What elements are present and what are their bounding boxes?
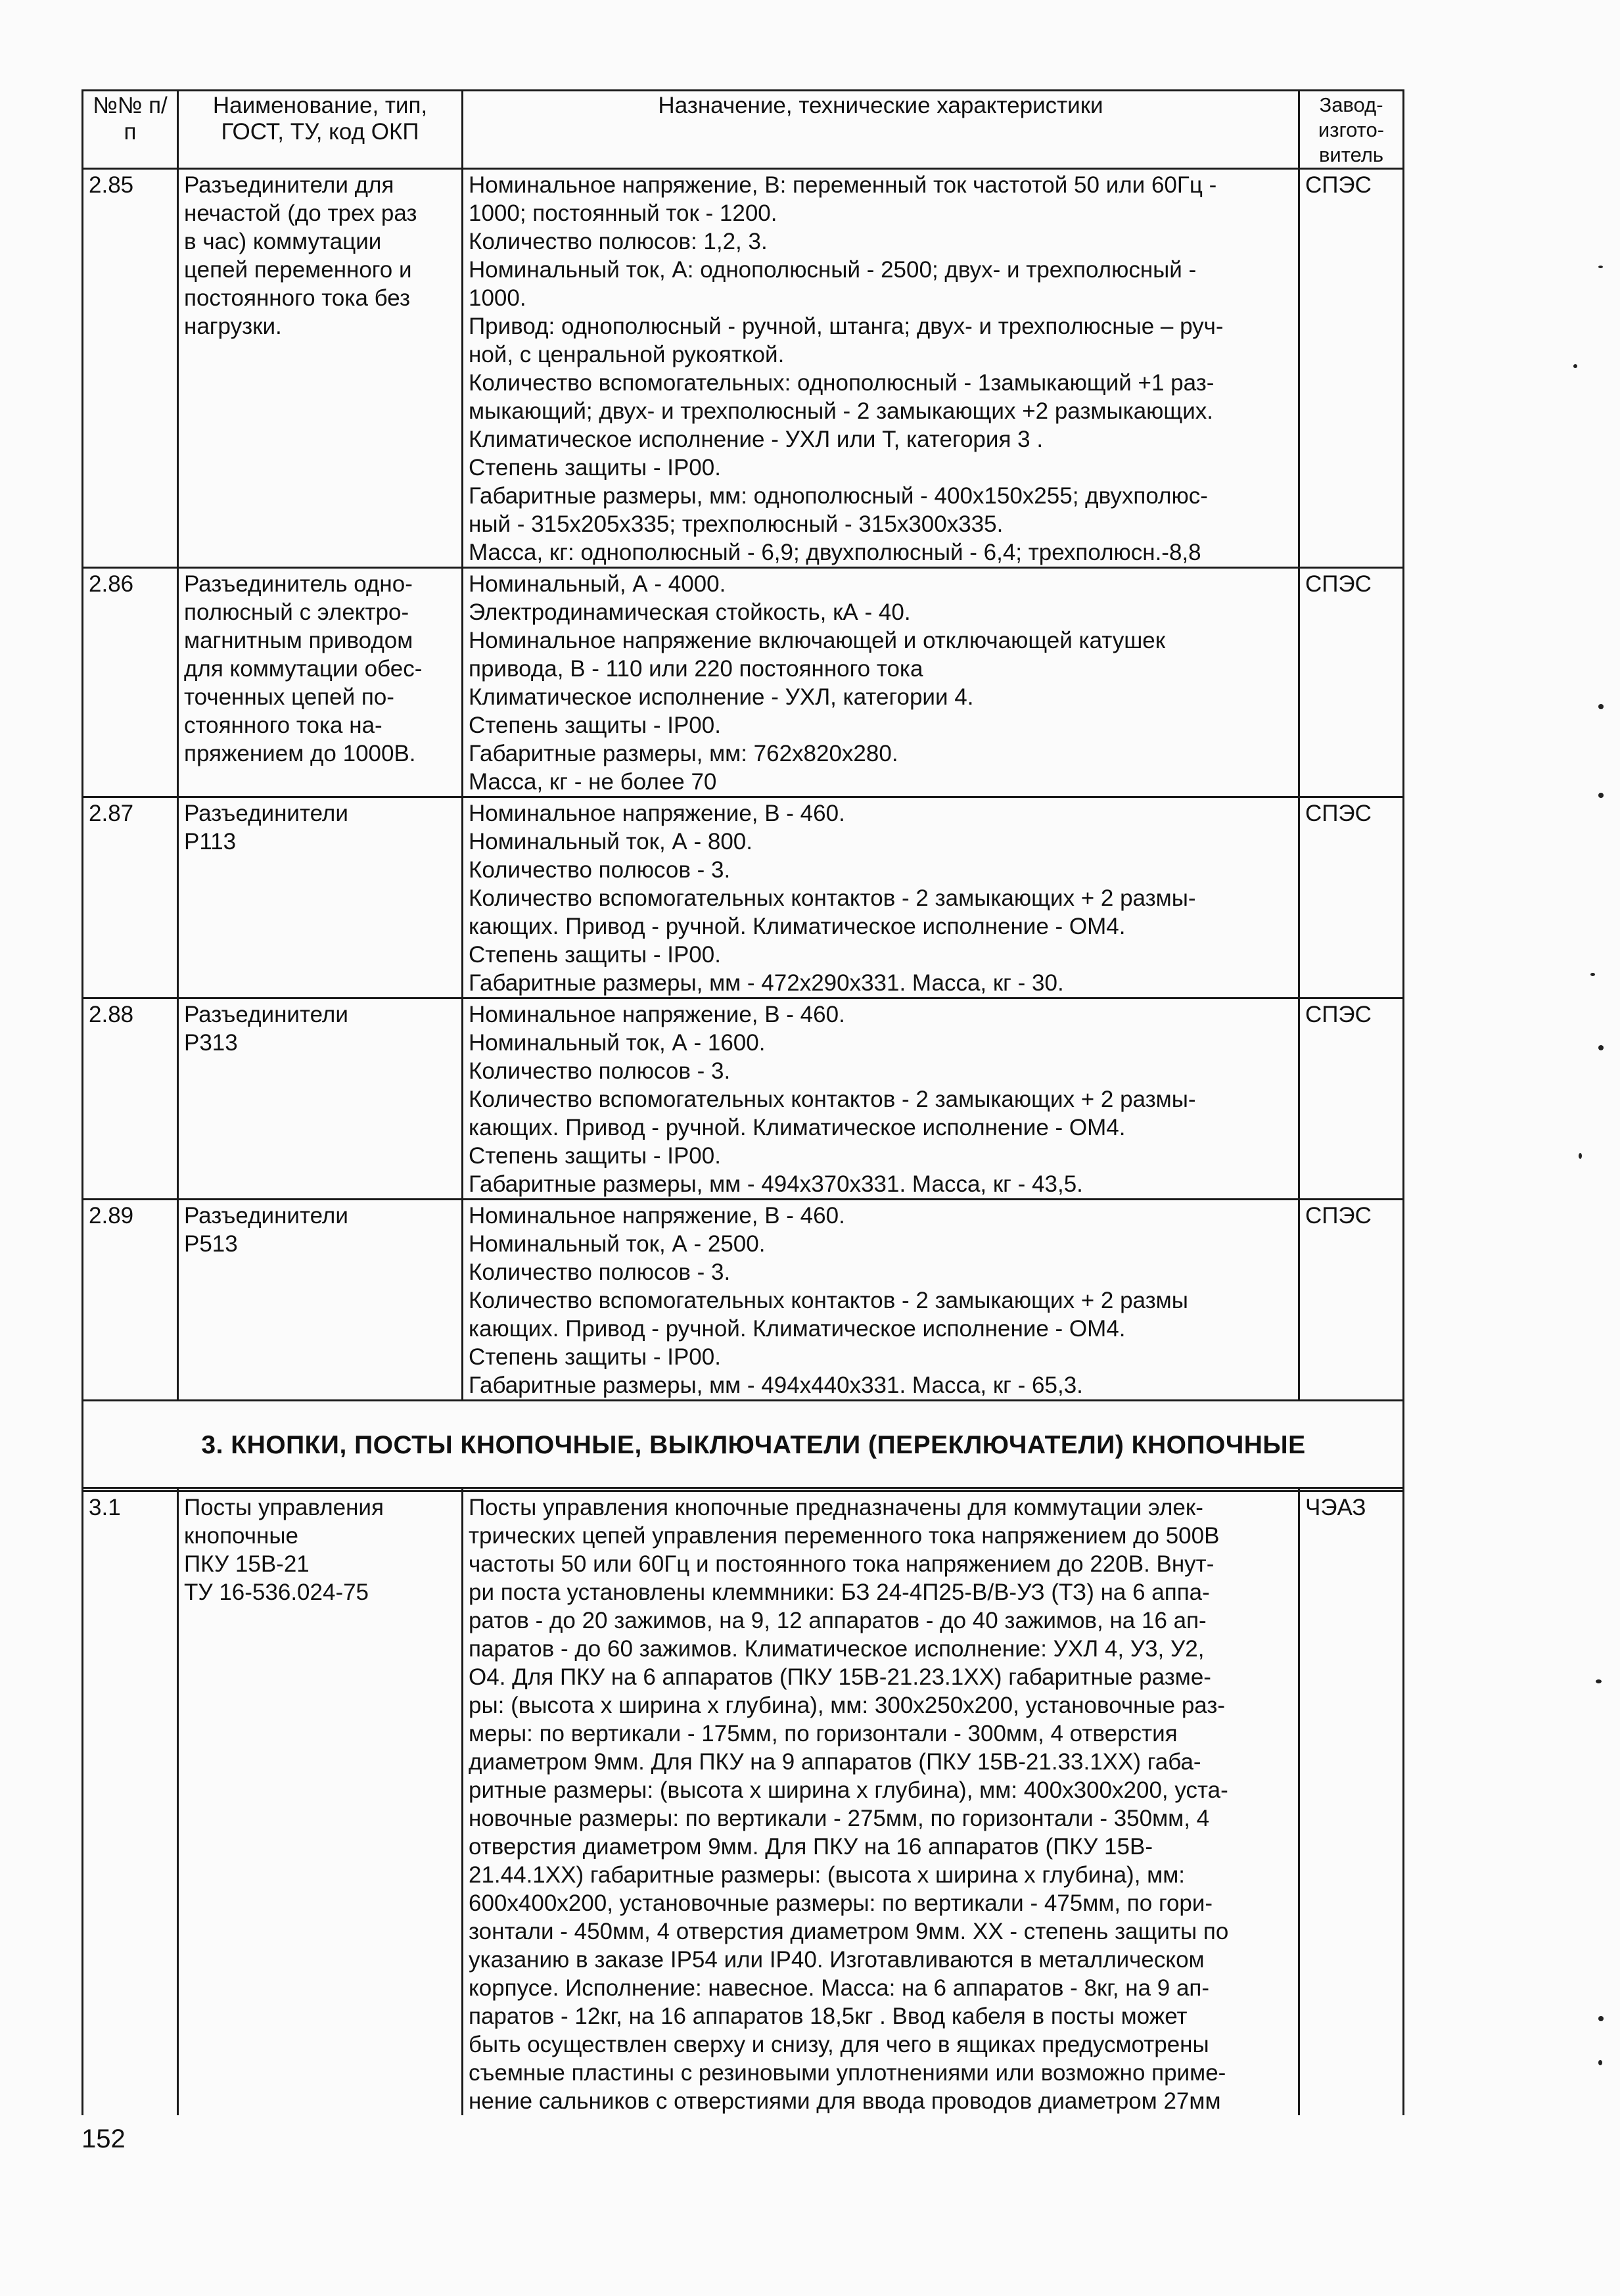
text-line: привода, В - 110 или 220 постоянного тока	[469, 656, 923, 682]
text-line: Разъединитель одно-	[184, 571, 413, 597]
scan-speck	[1598, 2060, 1602, 2065]
text-line: диаметром 9мм. Для ПКУ на 9 аппаратов (ПКУ 15В-21.33.1ХХ) габа-	[469, 1749, 1201, 1775]
row-spec	[463, 568, 1299, 797]
text-line: Масса, кг - не более 70	[469, 769, 717, 795]
header-purpose: Назначение, технические характеристики	[463, 91, 1299, 169]
row-number: 2.87	[83, 797, 178, 998]
text-line: Степень защиты - IP00.	[469, 942, 721, 968]
text-line: паратов - 12кг, на 16 аппаратов 18,5кг . Ввод кабеля в посты может	[469, 2003, 1188, 2029]
row-maker: СПЭС	[1299, 998, 1404, 1200]
text-line: Номинальное напряжение, В: переменный ток частотой 50 или 60Гц -	[469, 172, 1217, 198]
text-line: кающих. Привод - ручной. Климатическое исполнение - ОМ4.	[469, 914, 1126, 939]
text-line: пряжением до 1000В.	[184, 741, 416, 766]
text-line: нечастой (до трех раз	[184, 200, 417, 226]
text-line: Привод: однополюсный - ручной, штанга; двух- и трехполюсные – руч-	[469, 314, 1224, 339]
text-line: Степень защиты - IP00.	[469, 713, 721, 738]
text-line: ры: (высота х ширина х глубина), мм: 300х250х200, установочные раз-	[469, 1693, 1226, 1718]
text-line: Климатическое исполнение - УХЛ, категории 4.	[469, 684, 974, 710]
text-line: Количество полюсов: 1,2, 3.	[469, 229, 768, 254]
section-title: 3. КНОПКИ, ПОСТЫ КНОПОЧНЫЕ, ВЫКЛЮЧАТЕЛИ (ПЕРЕКЛЮЧАТЕЛИ) КНОПОЧНЫЕ	[83, 1401, 1404, 1488]
text-line: нение сальников с отверстиями для ввода проводов диаметром 27мм	[469, 2088, 1221, 2114]
scan-speck	[1573, 364, 1577, 368]
text-line: полюсный с электро-	[184, 599, 409, 625]
row-name	[178, 797, 463, 998]
text-line: для коммутации обес-	[184, 656, 423, 682]
text-line: Номинальный, А - 4000.	[469, 571, 726, 597]
text-line: Габаритные размеры, мм - 494х440х331. Масса, кг - 65,3.	[469, 1372, 1083, 1398]
text-line: кающих. Привод - ручной. Климатическое исполнение - ОМ4.	[469, 1316, 1126, 1342]
text-line: ратов - до 20 зажимов, на 9, 12 аппаратов - до 40 зажимов, на 16 ап-	[469, 1608, 1207, 1633]
page-number: 152	[81, 2124, 126, 2153]
text-line: цепей переменного и	[184, 257, 412, 283]
text-line: Номинальный ток, А: однополюсный - 2500; двух- и трехполюсный -	[469, 257, 1197, 283]
text-line: Посты управления кнопочные предназначены для коммутации элек-	[469, 1495, 1203, 1520]
row-number: 2.86	[83, 568, 178, 797]
text-line: отверстия диаметром 9мм. Для ПКУ на 16 аппаратов (ПКУ 15В-	[469, 1834, 1153, 1860]
text-line: Номинальный ток, А - 1600.	[469, 1030, 766, 1056]
text-line: Количество вспомогательных контактов - 2 замыкающих + 2 размы-	[469, 885, 1196, 911]
scan-speck	[1598, 793, 1604, 798]
text-line: Р513	[184, 1231, 238, 1257]
table-body	[83, 169, 1404, 1401]
text-line: частоты 50 или 60Гц и постоянного тока напряжением до 220В. Внут-	[469, 1551, 1215, 1577]
text-line: мыкающий; двух- и трехполюсный - 2 замыкающих +2 размыкающих.	[469, 398, 1214, 424]
scan-speck	[1598, 704, 1604, 709]
text-line: Номинальное напряжение, В - 460.	[469, 801, 845, 826]
scan-speck	[1598, 266, 1603, 268]
row-maker: СПЭС	[1299, 1200, 1404, 1401]
text-line: магнитным приводом	[184, 628, 413, 653]
text-line: Количество вспомогательных: однополюсный - 1замыкающий +1 раз-	[469, 370, 1215, 396]
text-line: корпусе. Исполнение: навесное. Масса: на 6 аппаратов - 8кг, на 9 ап-	[469, 1975, 1210, 2001]
text-line: Количество полюсов - 3.	[469, 857, 731, 883]
scan-speck	[1598, 2016, 1604, 2021]
text-line: Разъединители для	[184, 172, 394, 198]
text-line: точенных цепей по-	[184, 684, 394, 710]
text-line: стоянного тока на-	[184, 713, 382, 738]
scan-speck	[1590, 973, 1595, 976]
text-line: Масса, кг: однополюсный - 6,9; двухполюсный - 6,4; трехполюсн.-8,8	[469, 540, 1201, 565]
table-row	[83, 797, 1404, 998]
row-maker: СПЭС	[1299, 169, 1404, 568]
text-line: Электродинамическая стойкость, кА - 40.	[469, 599, 911, 625]
text-line: ри поста установлены клеммники: БЗ 24-4П25-В/В-УЗ (ТЗ) на 6 аппа-	[469, 1580, 1210, 1605]
header-no: №№ п/п	[83, 91, 178, 169]
text-line: ной, с ценральной рукояткой.	[469, 342, 785, 367]
text-line: Степень защиты - IP00.	[469, 1344, 721, 1370]
text-line: меры: по вертикали - 175мм, по горизонтали - 300мм, 4 отверстия	[469, 1721, 1178, 1746]
row-name	[178, 568, 463, 797]
row-spec	[463, 169, 1299, 568]
table-row	[83, 998, 1404, 1200]
row-spec	[463, 1200, 1299, 1401]
text-line: трических цепей управления переменного тока напряжением до 500В	[469, 1523, 1220, 1549]
text-line: новочные размеры: по вертикали - 275мм, по горизонтали - 350мм, 4	[469, 1806, 1210, 1831]
row-number: 2.88	[83, 998, 178, 1200]
text-line: ПКУ 15В-21	[184, 1551, 310, 1577]
text-line: Количество вспомогательных контактов - 2 замыкающих + 2 размы	[469, 1288, 1188, 1313]
text-line: О4. Для ПКУ на 6 аппаратов (ПКУ 15В-21.23.1ХХ) габаритные разме-	[469, 1664, 1211, 1690]
header-maker: Завод-изгото-витель	[1299, 91, 1404, 169]
row-number: 2.85	[83, 169, 178, 568]
table-row	[83, 169, 1404, 568]
catalog-table	[81, 89, 1404, 2115]
row-name	[178, 998, 463, 1200]
text-line: быть осуществлен сверху и снизу, для чего в ящиках предусмотрены	[469, 2032, 1209, 2057]
text-line: паратов - до 60 зажимов. Климатическое исполнение: УХЛ 4, У3, У2,	[469, 1636, 1205, 1662]
row-maker: ЧЭАЗ	[1299, 1491, 1404, 2116]
row-number: 2.89	[83, 1200, 178, 1401]
text-line: постоянного тока без	[184, 285, 411, 311]
row-spec	[463, 1491, 1299, 2116]
text-line: ный - 315х205х335; трехполюсный - 315х300х335.	[469, 511, 1004, 537]
text-line: Разъединители	[184, 801, 348, 826]
row-maker: СПЭС	[1299, 797, 1404, 998]
text-line: Количество полюсов - 3.	[469, 1259, 731, 1285]
table-row	[83, 1491, 1404, 2116]
text-line: Разъединители	[184, 1002, 348, 1027]
text-line: Степень защиты - IP00.	[469, 1143, 721, 1169]
header-name: Наименование, тип, ГОСТ, ТУ, код ОКП	[178, 91, 463, 169]
text-line: Габаритные размеры, мм: 762х820х280.	[469, 741, 898, 766]
text-line: 600х400х200, установочные размеры: по вертикали - 475мм, по гори-	[469, 1890, 1213, 1916]
text-line: зонтали - 450мм, 4 отверстия диаметром 9мм. ХХ - степень защиты по	[469, 1919, 1229, 1944]
row-name	[178, 1491, 463, 2116]
text-line: 1000.	[469, 285, 526, 311]
text-line: Номинальное напряжение, В - 460.	[469, 1203, 845, 1229]
text-line: Номинальное напряжение включающей и отключающей катушек	[469, 628, 1166, 653]
text-line: Р113	[184, 829, 237, 855]
text-line: ритные размеры: (высота х ширина х глубина), мм: 400х300х200, уста-	[469, 1777, 1228, 1803]
text-line: Посты управления	[184, 1495, 384, 1520]
text-line: кающих. Привод - ручной. Климатическое исполнение - ОМ4.	[469, 1115, 1126, 1140]
text-line: Габаритные размеры, мм - 494х370х331. Масса, кг - 43,5.	[469, 1171, 1083, 1197]
text-line: указанию в заказе IP54 или IP40. Изготавливаются в металлическом	[469, 1947, 1205, 1973]
table-row	[83, 1200, 1404, 1401]
text-line: кнопочные	[184, 1523, 298, 1549]
text-line: 21.44.1ХХ) габаритные размеры: (высота х ширина х глубина), мм:	[469, 1862, 1186, 1888]
text-line: Номинальный ток, А - 2500.	[469, 1231, 766, 1257]
text-line: Климатическое исполнение - УХЛ или Т, категория 3 .	[469, 427, 1044, 452]
scan-speck	[1598, 1045, 1604, 1050]
text-line: Габаритные размеры, мм: однополюсный - 400х150х255; двухполюс-	[469, 483, 1208, 509]
section-heading-row	[83, 1401, 1404, 1488]
text-line: Габаритные размеры, мм - 472х290х331. Масса, кг - 30.	[469, 970, 1064, 996]
row-spec	[463, 998, 1299, 1200]
text-line: Количество вспомогательных контактов - 2 замыкающих + 2 размы-	[469, 1087, 1196, 1112]
row-name	[178, 1200, 463, 1401]
text-line: Р313	[184, 1030, 238, 1056]
row-maker: СПЭС	[1299, 568, 1404, 797]
scan-speck	[1579, 1153, 1582, 1159]
row-number: 3.1	[83, 1491, 178, 2116]
text-line: Степень защиты - IP00.	[469, 455, 721, 480]
row-name	[178, 169, 463, 568]
text-line: 1000; постоянный ток - 1200.	[469, 200, 777, 226]
scan-speck	[1596, 1679, 1602, 1683]
text-line: нагрузки.	[184, 314, 282, 339]
table-row	[83, 568, 1404, 797]
text-line: Разъединители	[184, 1203, 348, 1229]
row-spec	[463, 797, 1299, 998]
text-line: съемные пластины с резиновыми уплотнениями или возможно приме-	[469, 2060, 1226, 2086]
text-line: Номинальное напряжение, В - 460.	[469, 1002, 845, 1027]
table-header-row	[83, 91, 1404, 169]
text-line: в час) коммутации	[184, 229, 382, 254]
text-line: Номинальный ток, А - 800.	[469, 829, 752, 855]
text-line: Количество полюсов - 3.	[469, 1058, 731, 1084]
text-line: ТУ 16-536.024-75	[184, 1580, 369, 1605]
